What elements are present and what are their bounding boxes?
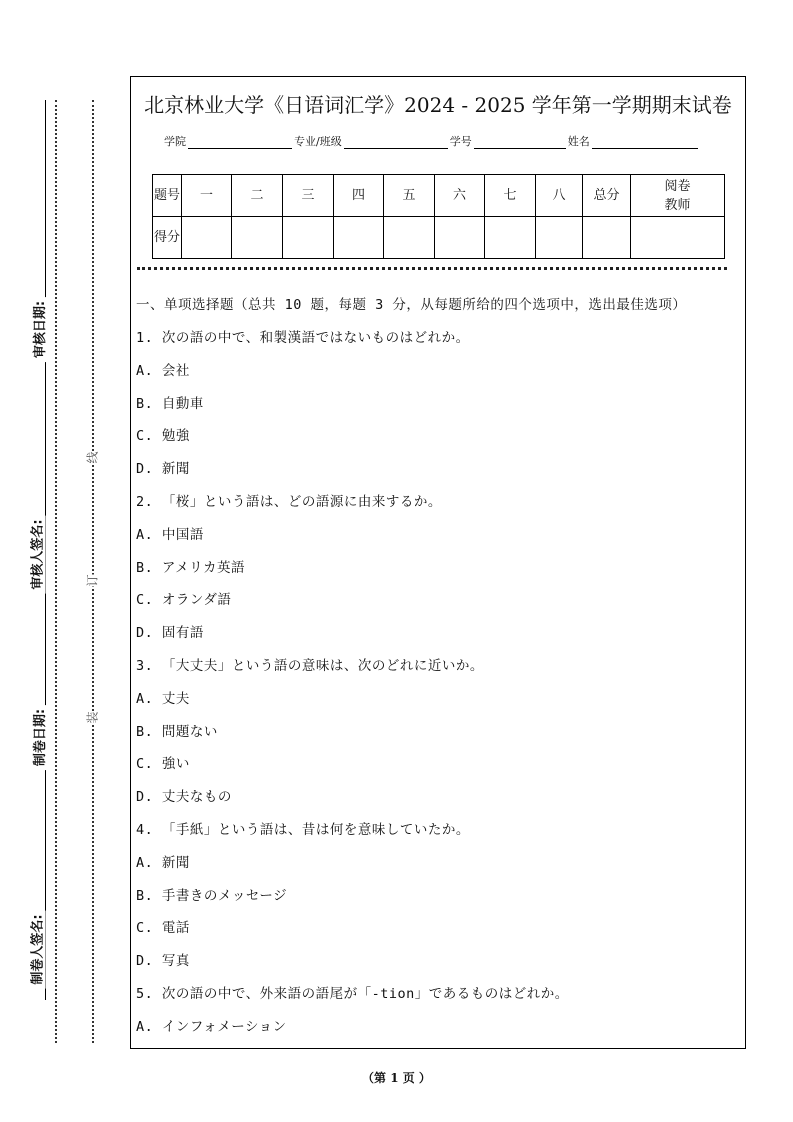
dotted-binding-line-outer xyxy=(55,100,57,1043)
column-header: 三 xyxy=(283,175,334,217)
score-table xyxy=(152,174,725,259)
bind-char-bind: 装 xyxy=(82,711,103,723)
question-stem: 2. 「桜」という語は、どの語源に由来するか。 xyxy=(136,494,442,510)
row-label: 题号 xyxy=(153,175,182,217)
answer-option: A. 新聞 xyxy=(136,854,190,871)
score-cell xyxy=(384,217,435,259)
section-heading: 一、单项选择题（总共 10 题，每题 3 分，从每题所给的四个选项中，选出最佳选项） xyxy=(136,297,687,313)
answer-option: C. オランダ語 xyxy=(136,592,232,609)
table-row xyxy=(153,217,725,259)
major-class-field[interactable] xyxy=(344,136,448,149)
answer-option: A. 中国語 xyxy=(136,526,204,543)
score-cell xyxy=(485,217,536,259)
column-header: 一 xyxy=(182,175,232,217)
answer-option: A. 丈夫 xyxy=(136,690,190,707)
score-cell xyxy=(583,217,631,259)
answer-option: D. 新聞 xyxy=(136,461,190,478)
major-class-label: 专业/班级 xyxy=(294,135,342,148)
dotted-binding-line-inner xyxy=(92,100,94,1043)
answer-option: C. 勉強 xyxy=(136,428,190,445)
answer-option: B. アメリカ英語 xyxy=(136,559,245,576)
answer-option: B. 手書きのメッセージ xyxy=(136,887,288,904)
answer-option: C. 強い xyxy=(136,756,190,773)
score-cell xyxy=(283,217,334,259)
answer-option: B. 自動車 xyxy=(136,395,204,412)
maker-sign-label: 制卷人签名: xyxy=(27,910,46,988)
column-header: 八 xyxy=(536,175,583,217)
answer-option: C. 電話 xyxy=(136,920,190,937)
column-header: 六 xyxy=(435,175,485,217)
student-info-line xyxy=(164,133,700,149)
bind-char-staple: 订 xyxy=(82,574,103,586)
column-header: 四 xyxy=(334,175,384,217)
column-header: 总分 xyxy=(583,175,631,217)
question-stem: 1. 次の語の中で、和製漢語ではないものはどれか。 xyxy=(136,330,470,346)
name-field[interactable] xyxy=(592,136,698,149)
score-cell xyxy=(435,217,485,259)
score-cell xyxy=(631,217,725,259)
answer-option: D. 写真 xyxy=(136,953,190,970)
score-cell xyxy=(536,217,583,259)
make-date-label: 制卷日期: xyxy=(29,705,48,770)
college-field[interactable] xyxy=(188,136,292,149)
column-header: 阅卷教师 xyxy=(631,175,725,217)
column-header: 七 xyxy=(485,175,536,217)
score-cell xyxy=(232,217,283,259)
score-cell xyxy=(334,217,384,259)
column-header: 五 xyxy=(384,175,435,217)
exam-title: 北京林业大学《日语词汇学》2024 - 2025 学年第一学期期末试卷 xyxy=(144,93,732,117)
answer-option: D. 固有語 xyxy=(136,625,204,642)
dotted-separator xyxy=(137,267,727,270)
answer-option: A. インフォメーション xyxy=(136,1018,287,1035)
question-stem: 4. 「手紙」という語は、昔は何を意味していたか。 xyxy=(136,822,470,838)
college-label: 学院 xyxy=(164,135,186,148)
answer-option: B. 問題ない xyxy=(136,723,218,740)
bind-char-line: 线 xyxy=(82,451,103,463)
question-stem: 3. 「大丈夫」という語の意味は、次のどれに近いか。 xyxy=(136,658,484,674)
answer-option: D. 丈夫なもの xyxy=(136,789,232,806)
exam-content-box xyxy=(130,76,746,1049)
answer-option: A. 会社 xyxy=(136,362,190,379)
table-row xyxy=(153,175,725,217)
row-label: 得分 xyxy=(153,217,182,259)
student-id-label: 学号 xyxy=(449,135,472,148)
score-cell xyxy=(182,217,232,259)
student-id-field[interactable] xyxy=(474,136,566,149)
reviewer-sign-label: 审核人签名: xyxy=(27,515,46,593)
review-date-label: 审核日期: xyxy=(29,297,48,362)
name-label: 姓名 xyxy=(567,135,590,148)
question-stem: 5. 次の語の中で、外来語の語尾が「-tion」であるものはどれか。 xyxy=(136,986,569,1002)
column-header: 二 xyxy=(232,175,283,217)
page-number: （第 1 页 ） xyxy=(362,1071,431,1085)
